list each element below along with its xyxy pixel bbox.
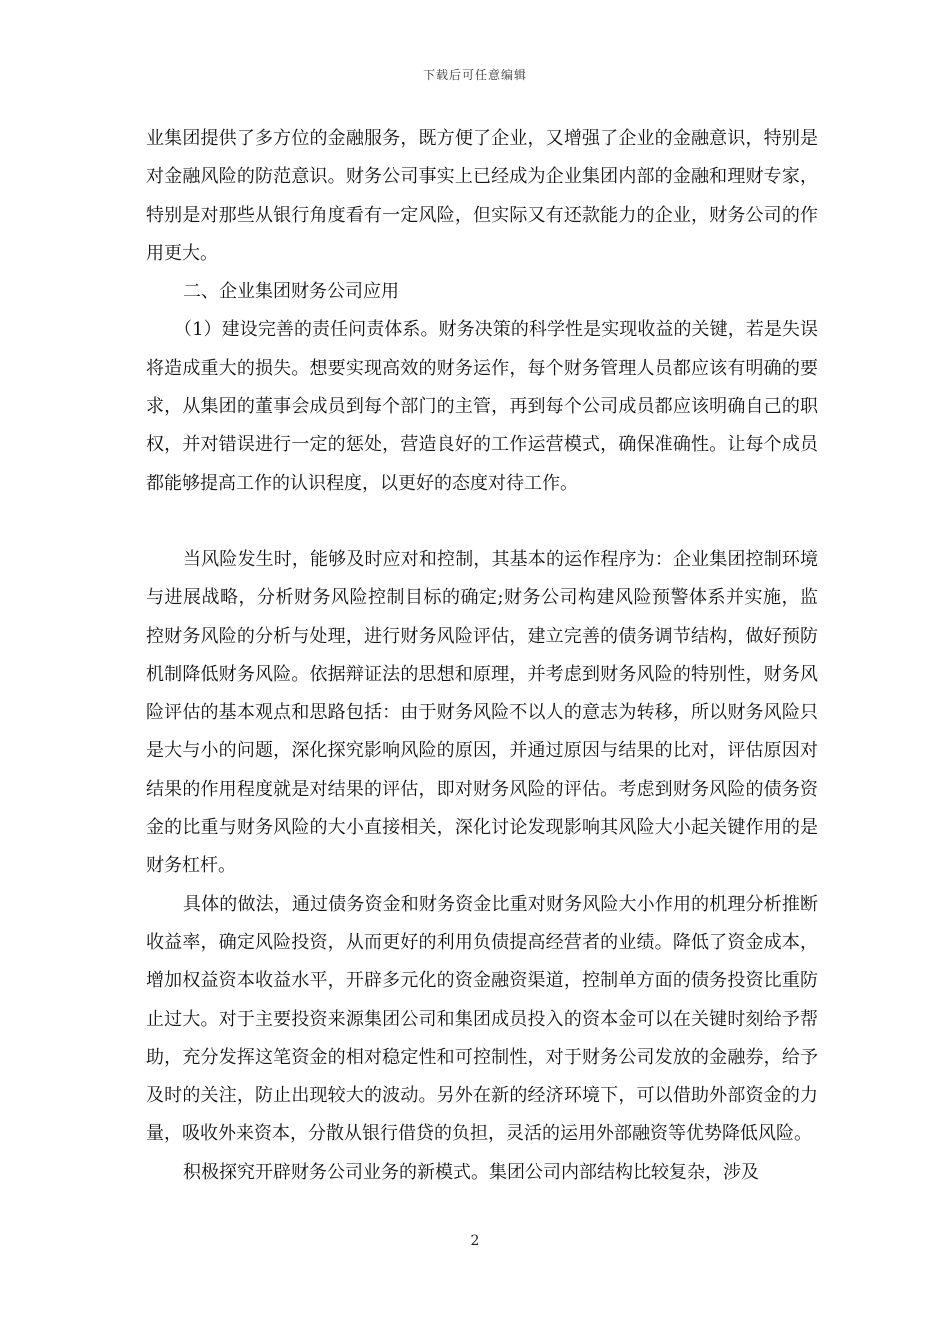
paragraph-risk-response: 当风险发生时，能够及时应对和控制，其基本的运作程序为：企业集团控制环境与进展战略，分析财务风险控制目标的确定;财务公司构建风险预警体系并实施，监控财务风险的分析与处理，进行财务风险评估，建立完善的债务调节结构，做好预防机制降低财务风险。依据辩证法的思想和原理，并考虑到财务风险的特别性，财务风险评估的基本观点和思路包括：由于财务风险不以人的意志为转移，所以财务风险只是大与小的问题，深化探究影响风险的原因，并通过原因与结果的比对，评估原因对结果的作用程度就是对结果的评估，即对财务风险的评估。考虑到财务风险的债务资金的比重与财务风险的大小直接相关，深化讨论发现影响其风险大小起关键作用的是财务杠杆。 — [146, 548, 818, 877]
paragraph-new-business-model: 积极探究开辟财务公司业务的新模式。集团公司内部结构比较复杂，涉及 — [183, 1161, 759, 1183]
section-heading: 二、企业集团财务公司应用 — [183, 281, 399, 303]
paragraph-continuation: 业集团提供了多方位的金融服务，既方便了企业，又增强了企业的金融意识，特别是对金融风险的防范意识。财务公司事实上已经成为企业集团内部的金融和理财专家，特别是对那些从银行角度看有一定风险，但实际又有还款能力的企业，财务公司的作用更大。 — [146, 128, 818, 264]
paragraph-specific-method: 具体的做法，通过债务资金和财务资金比重对财务风险大小作用的机理分析推断收益率，确定风险投资，从而更好的利用负债提高经营者的业绩。降低了资金成本，增加权益资本收益水平，开辟多元化的资金融资渠道，控制单方面的债务投资比重防止过大。对于主要投资来源集团公司和集团成员投入的资本金可以在关键时刻给予帮助，充分发挥这笔资金的相对稳定性和可控制性，对于财务公司发放的金融券，给予及时的关注，防止出现较大的波动。另外在新的经济环境下，可以借助外部资金的力量，吸收外来资本，分散从银行借贷的负担，灵活的运用外部融资等优势降低风险。 — [146, 893, 818, 1145]
document-body — [146, 120, 818, 1192]
page-header: 下载后可任意编辑 — [422, 68, 527, 82]
paragraph-responsibility-system: （1）建设完善的责任问责体系。财务决策的科学性是实现收益的关键，若是失误将造成重大的损失。想要实现高效的财务运作，每个财务管理人员都应该有明确的要求，从集团的董事会成员到每个部门的主管，再到每个公司成员都应该明确自己的职权，并对错误进行一定的惩处，营造良好的工作运营模式，确保准确性。让每个成员都能够提高工作的认识程度，以更好的态度对待工作。 — [146, 319, 818, 494]
page-number: 2 — [470, 1233, 480, 1249]
paragraph-gap — [146, 503, 818, 541]
